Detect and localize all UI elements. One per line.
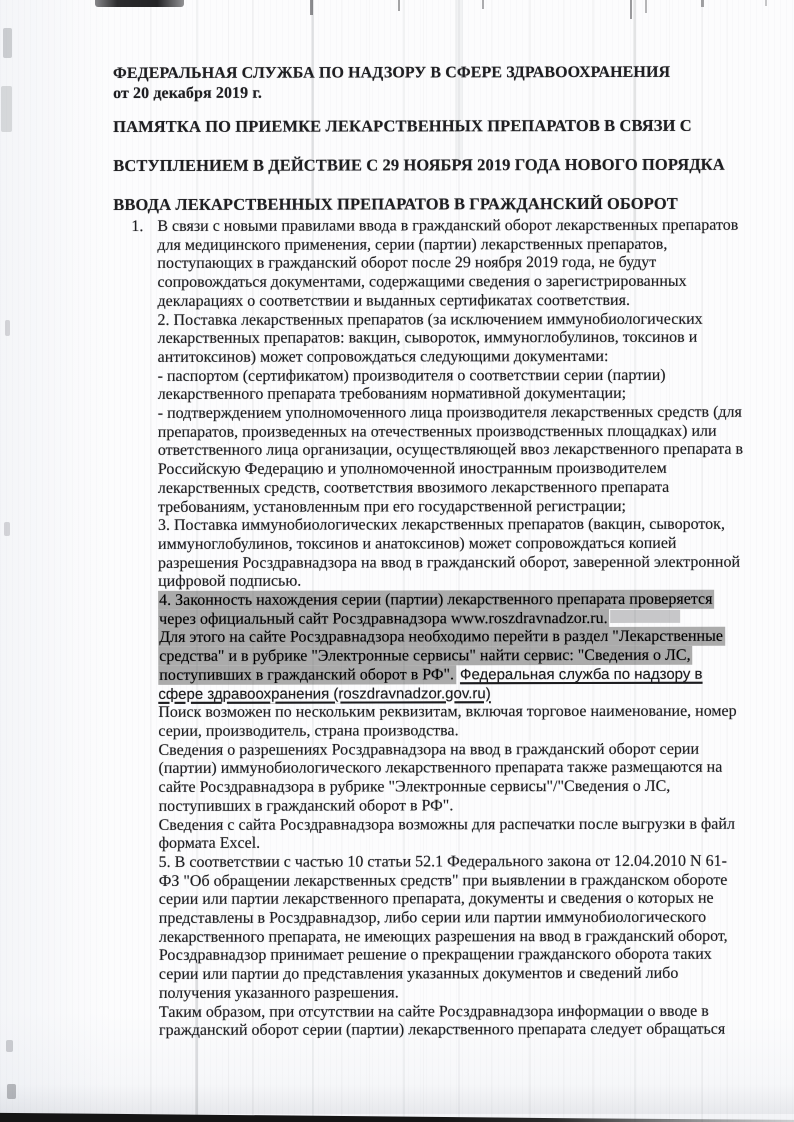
scan-tick [398, 0, 400, 11]
paragraph-4-part-2 [158, 628, 746, 704]
header-date-line: от 20 декабря 2019 г. [113, 84, 263, 102]
header-org-line: ФЕДЕРАЛЬНАЯ СЛУЖБА ПО НАДЗОРУ В СФЕРЕ ЗДРАВООХРАНЕНИЯ [113, 63, 671, 82]
title-line-2: ВСТУПЛЕНИЕМ В ДЕЙСТВИЕ С 29 НОЯБРЯ 2019 ГОДА НОВОГО ПОРЯДКА [113, 154, 725, 175]
paragraph-5: Поиск возможен по нескольким реквизитам, включая торговое наименование, номер серии, производитель, страна производства. [158, 702, 737, 740]
scan-tick [482, 0, 484, 9]
scan-tick [310, 0, 313, 15]
scan-speck [4, 522, 10, 536]
scan-tick [630, 0, 632, 19]
scan-smudge-top [95, 0, 184, 7]
scan-speck [3, 28, 12, 58]
scan-speck [7, 1084, 16, 1099]
document-body [131, 216, 747, 1041]
paragraph-7: Сведения с сайта Росздравнадзора возможны для распечатки после выгрузки в файл формата Excel. [158, 815, 735, 853]
dash-item-2: - подтверждением уполномоченного лица производителя лекарственных средств (для препаратов, произведенных на отечественных производственных площадках) или ответственного лица организации, осуществляющей ввоз лекарственного препарата в Российскую Федерацию и уполномоченной иностранным производителем лекарственных средств, соответствия ввозимого лекарственного препарата требованиям, установленным при его государственной регистрации; [157, 403, 744, 516]
paragraph-9: Таким образом, при отсутствии на сайте Росздравнадзора информации о вводе в гражданский оборот серии (партии) лекарственного препарата следует обращаться [158, 1002, 726, 1040]
scan-speck [5, 320, 10, 336]
scan-shadow-bottom [0, 1084, 794, 1114]
list-item-1 [131, 216, 745, 312]
title-line-1: ПАМЯТКА ПО ПРИЕМКЕ ЛЕКАРСТВЕННЫХ ПРЕПАРАТОВ В СВЯЗИ С [113, 115, 692, 136]
paragraph-2: 2. Поставка лекарственных препаратов (за исключением иммунобиологических лекарственных препаратов: вакцин, сывороток, иммуноглобулинов, токсинов и антитоксинов) может сопровождаться следующими документами: [157, 310, 703, 366]
scan-tick [701, 0, 704, 7]
paragraph-3: 3. Поставка иммунобиологических лекарственных препаратов (вакцин, сывороток, иммуноглобулинов, токсинов и анатоксинов) может сопровождаться копией разрешения Росздравнадзора на ввод в гражданский оборот, заверенной электронной цифровой подписью. [157, 515, 741, 591]
scan-tick [765, 0, 767, 6]
list-item-1-text: В связи с новыми правилами ввода в гражданский оборот лекарственных препаратов для медицинского применения, серии (партии) лекарственных препаратов, поступающих в гражданский оборот после 29 ноября 2019 года, не будут сопровождаться документами, содержащими сведения о зарегистрированных декларациях о соответствии и выданных сертификатах соответствия. [157, 216, 739, 310]
dash-item-1: - паспортом (сертификатом) производителя о соответствии серии (партии) лекарственного препарата требованиям нормативной документации; [157, 366, 666, 404]
scan-speck [1, 86, 12, 132]
document-title [113, 116, 745, 215]
paragraph-6: Сведения о разрешениях Росздравнадзора на ввод в гражданский оборот серии (партии) иммунобиологического лекарственного препарата также размещаются на сайте Росздравнадзора в рубрике "Электронные сервисы"/"Сведения о ЛС, поступивших в гражданский оборот в РФ". [158, 740, 723, 815]
highlighted-sentence-2: Для этого на сайте Росздравнадзора необходимо перейти в раздел "Лекарственные средства" и в рубрике "Электронные сервисы" найти сервис: "Сведения о ЛС, поступивших в гражданский оборот в РФ". [158, 627, 725, 685]
scan-speck [6, 1040, 13, 1052]
list-item-1-marker: 1. [131, 217, 144, 235]
title-line-3: ВВОДА ЛЕКАРСТВЕННЫХ ПРЕПАРАТОВ В ГРАЖДАНСКИЙ ОБОРОТ [113, 193, 678, 214]
scan-black-wedge-bottom [0, 1109, 794, 1122]
document-header [113, 63, 745, 103]
document-content [113, 63, 747, 1041]
highlighted-sentence-1: 4. Законность нахождения серии (партии) лекарственного препарата проверяется через официальный сайт Росздравнадзора www.roszdravnadzor.ru. [158, 590, 714, 629]
paragraph-4-part-1 [158, 591, 746, 630]
roszdravnadzor-link[interactable]: Федеральная служба по надзору в сфере здравоохранения (roszdravnadzor.gov.ru) [158, 665, 703, 703]
highlight-tail [611, 610, 681, 623]
scan-tick [645, 0, 647, 13]
paragraph-8: 5. В соответствии с частью 10 статьи 52.1 Федерального закона от 12.04.2010 N 61-ФЗ "Об обращении лекарственных средств" при выявлении в гражданском обороте серии или партии лекарственного препарата, документы и сведения о которых не представлены в Росздравнадзор, либо серии или партии иммунобиологического лекарственного препарата, не имеющих разрешения на ввод в гражданский оборот, Росздравнадзор принимает решение о прекращении гражданского оборота таких серии или партии до представления указанных документов и сведений либо получения указанного разрешения. [158, 852, 728, 1002]
